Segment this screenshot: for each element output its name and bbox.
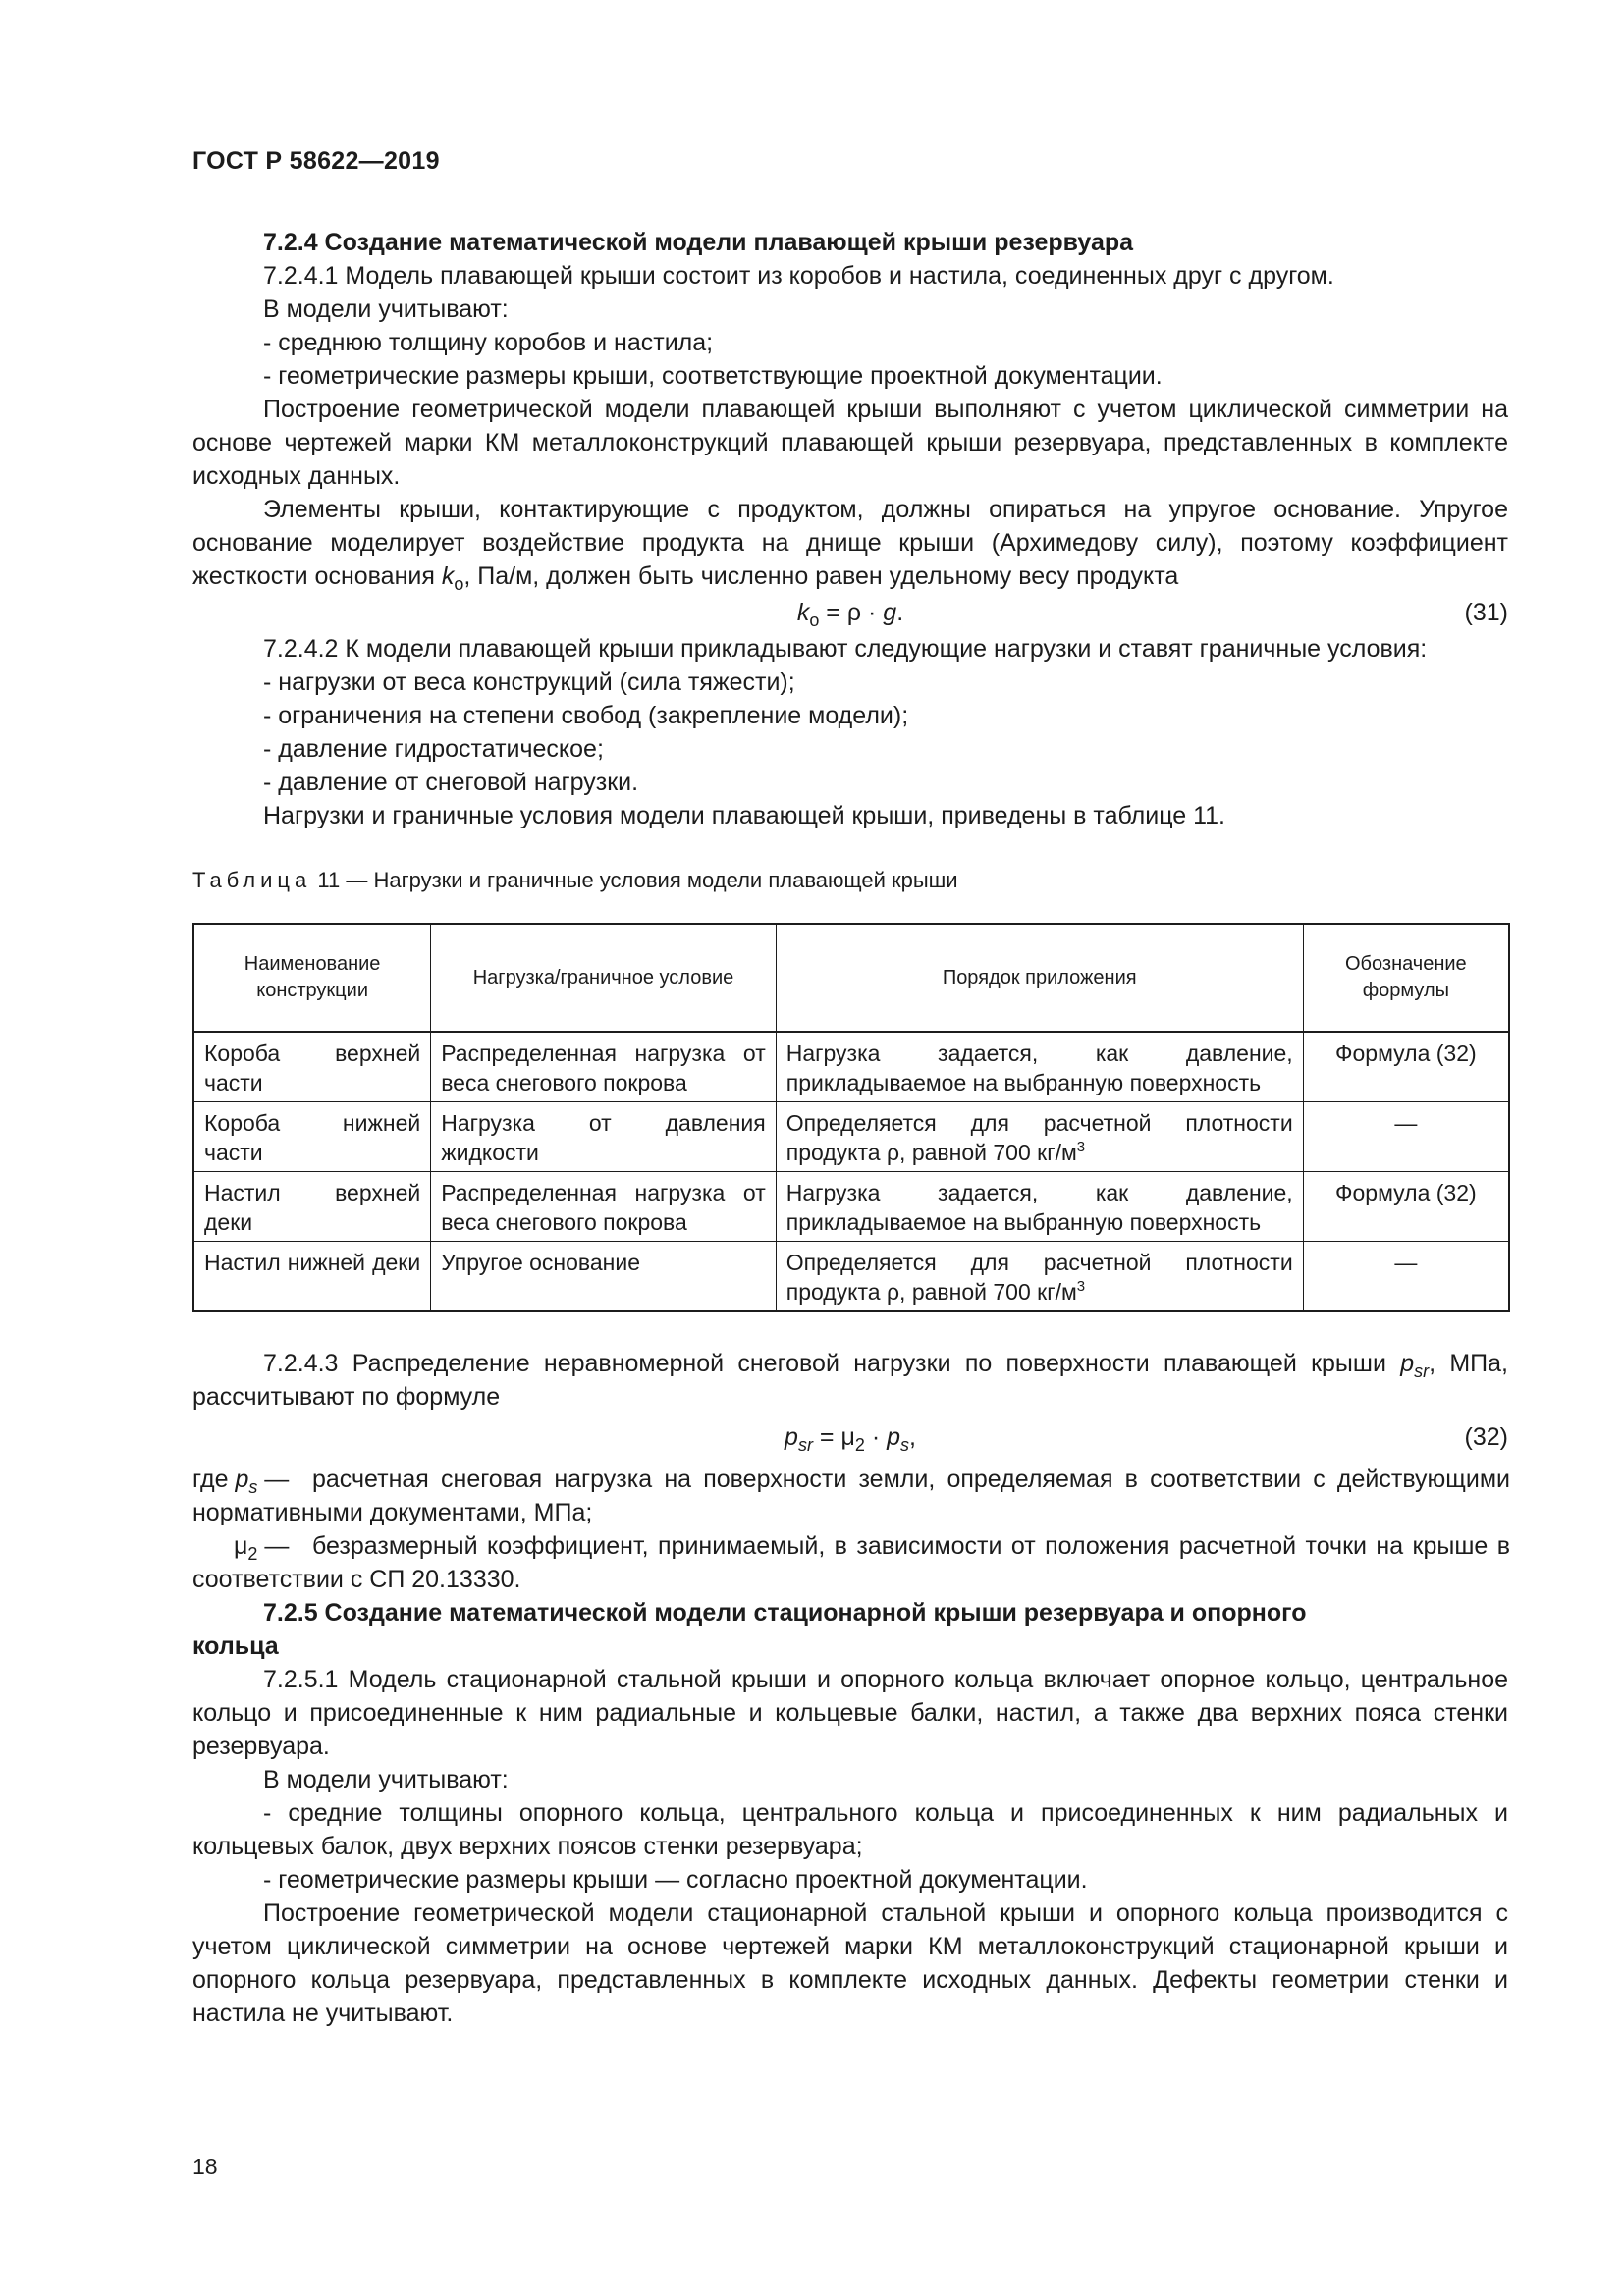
list-item: - давление гидростатическое; [263,735,604,763]
paragraph: Построение геометрической модели плавающей крыши выполняют с учетом циклической симметрии на основе чертежей марки КМ металлоконструкций плавающей крыши резервуара, представленных в комплекте исходных данных. [192,396,1508,490]
formula-32 [192,1417,1508,1457]
section-7-2-4 [192,226,1508,832]
where-description: безразмерный коэффициент, принимаемый, в зависимости от положения расчетной точки на крыше в соответствии с СП 20.13330. [192,1532,1510,1593]
where-item [192,1529,1510,1596]
list-item: - среднюю толщину коробов и настила; [263,329,714,356]
paragraph: В модели учитывают: [263,295,509,323]
paragraph: 7.2.4.1 Модель плавающей крыши состоит из коробов и настила, соединенных друг с другом. [263,262,1334,290]
column-header: Нагрузка/граничное условие [431,924,777,1032]
table-cell: Упругое основание [431,1242,777,1312]
paragraph: Нагрузки и граничные условия модели плавающей крыши, приведены в таблице 11. [263,802,1226,829]
table-cell: Настил нижней деки [193,1242,431,1312]
where-item [192,1463,1510,1529]
table-cell: Формула (32) [1303,1032,1509,1102]
page-number: 18 [192,2154,218,2179]
table-row [193,1032,1509,1102]
table-cell: Настил верхней деки [193,1172,431,1242]
table-row [193,1242,1509,1312]
table-cell: Определяется для расчетной плотности продукта ρ, равной 700 $кг/м^3$ [776,1242,1303,1312]
paragraph: 7.2.4.3 Распределение неравномерной снеговой нагрузки по поверхности плавающей крыши $p_{sr}$, МПа, рассчитывают по формуле [192,1350,1508,1411]
list-item: - нагрузки от веса конструкций (сила тяжести); [263,668,795,696]
table-11 [192,923,1510,1312]
formula-31 [192,593,1508,632]
table-cell: Нагрузка задается, как давление, прикладываемое на выбранную поверхность [776,1172,1303,1242]
table-cell: Определяется для расчетной плотности продукта ρ, равной 700 $кг/м^3$ [776,1102,1303,1172]
paragraph: 7.2.5.1 Модель стационарной стальной крыши и опорного кольца включает опорное кольцо, центральное кольцо и присоединенные к ним радиальные и кольцевые балки, настил, а также два верхних пояса стенки резервуара. [192,1666,1508,1760]
table-header-row [193,924,1509,1032]
paragraph: В модели учитывают: [263,1766,509,1793]
where-description: расчетная снеговая нагрузка на поверхности земли, определяемая в соответствии с действующими нормативными документами, МПа; [192,1466,1510,1526]
where-term: $\mu_2$ — [234,1532,290,1564]
section-7-2-4-3 [192,1347,1508,1457]
table-cell: Распределенная нагрузка от веса снегового покрова [431,1172,777,1242]
list-item: - геометрические размеры крыши, соответствующие проектной документации. [263,362,1163,390]
paragraph: 7.2.4.2 К модели плавающей крыши прикладывают следующие нагрузки и ставят граничные условия: [263,635,1428,663]
table-cell: Распределенная нагрузка от веса снегового покрова [431,1032,777,1102]
section-heading-continued: кольца [192,1632,279,1660]
list-item: - геометрические размеры крыши — согласно проектной документации. [263,1866,1088,1894]
where-term: где $p_s$ — [192,1466,290,1497]
formula-number: (32) [1464,1423,1508,1451]
formula-expression: $p_{sr} = \mu_2 \cdot p_s$, [785,1423,916,1455]
column-header: Порядок приложения [776,924,1303,1032]
table-cell: Нагрузка от давления жидкости [431,1102,777,1172]
table-row [193,1102,1509,1172]
section-7-2-5 [192,1596,1508,2030]
section-heading: 7.2.4 Создание математической модели плавающей крыши резервуара [263,229,1134,256]
table-cell: Короба верхней части [193,1032,431,1102]
document-header: ГОСТ Р 58622—2019 [192,147,440,175]
paragraph: Построение геометрической модели стационарной стальной крыши и опорного кольца производится с учетом циклической симметрии на основе чертежей марки КМ металлоконструкций стационарной крыши и опорного кольца резервуара, представленных в комплекте исходных данных. Дефекты геометрии стенки и настила не учитывают. [192,1899,1508,2027]
table-cell: Короба нижней части [193,1102,431,1172]
table-cell: Формула (32) [1303,1172,1509,1242]
table-cell: Нагрузка задается, как давление, прикладываемое на выбранную поверхность [776,1032,1303,1102]
list-item: - средние толщины опорного кольца, центрального кольца и присоединенных к ним радиальных и кольцевых балок, двух верхних поясов стенки резервуара; [192,1799,1508,1860]
table-caption: Таблица 11 — Нагрузки и граничные условия модели плавающей крыши [192,868,958,892]
table-cell: — [1303,1242,1509,1312]
table-cell: — [1303,1102,1509,1172]
where-list [192,1463,1510,1596]
formula-expression: $k_o = \rho \cdot g$. [796,599,904,630]
formula-number: (31) [1464,599,1508,626]
table-row [193,1172,1509,1242]
paragraph: Элементы крыши, контактирующие с продуктом, должны опираться на упругое основание. Упругое основание моделирует воздействие продукта на днище крыши (Архимедову силу), поэтому коэффициент жесткости основания $k_o$, Па/м, должен быть численно равен удельному весу продукта [192,496,1508,594]
section-heading: 7.2.5 Создание математической модели стационарной крыши резервуара и опорного [263,1599,1307,1627]
list-item: - давление от снеговой нагрузки. [263,769,639,796]
column-header: Наименование конструкции [193,924,431,1032]
list-item: - ограничения на степени свобод (закрепление модели); [263,702,909,729]
column-header: Обозначение формулы [1303,924,1509,1032]
